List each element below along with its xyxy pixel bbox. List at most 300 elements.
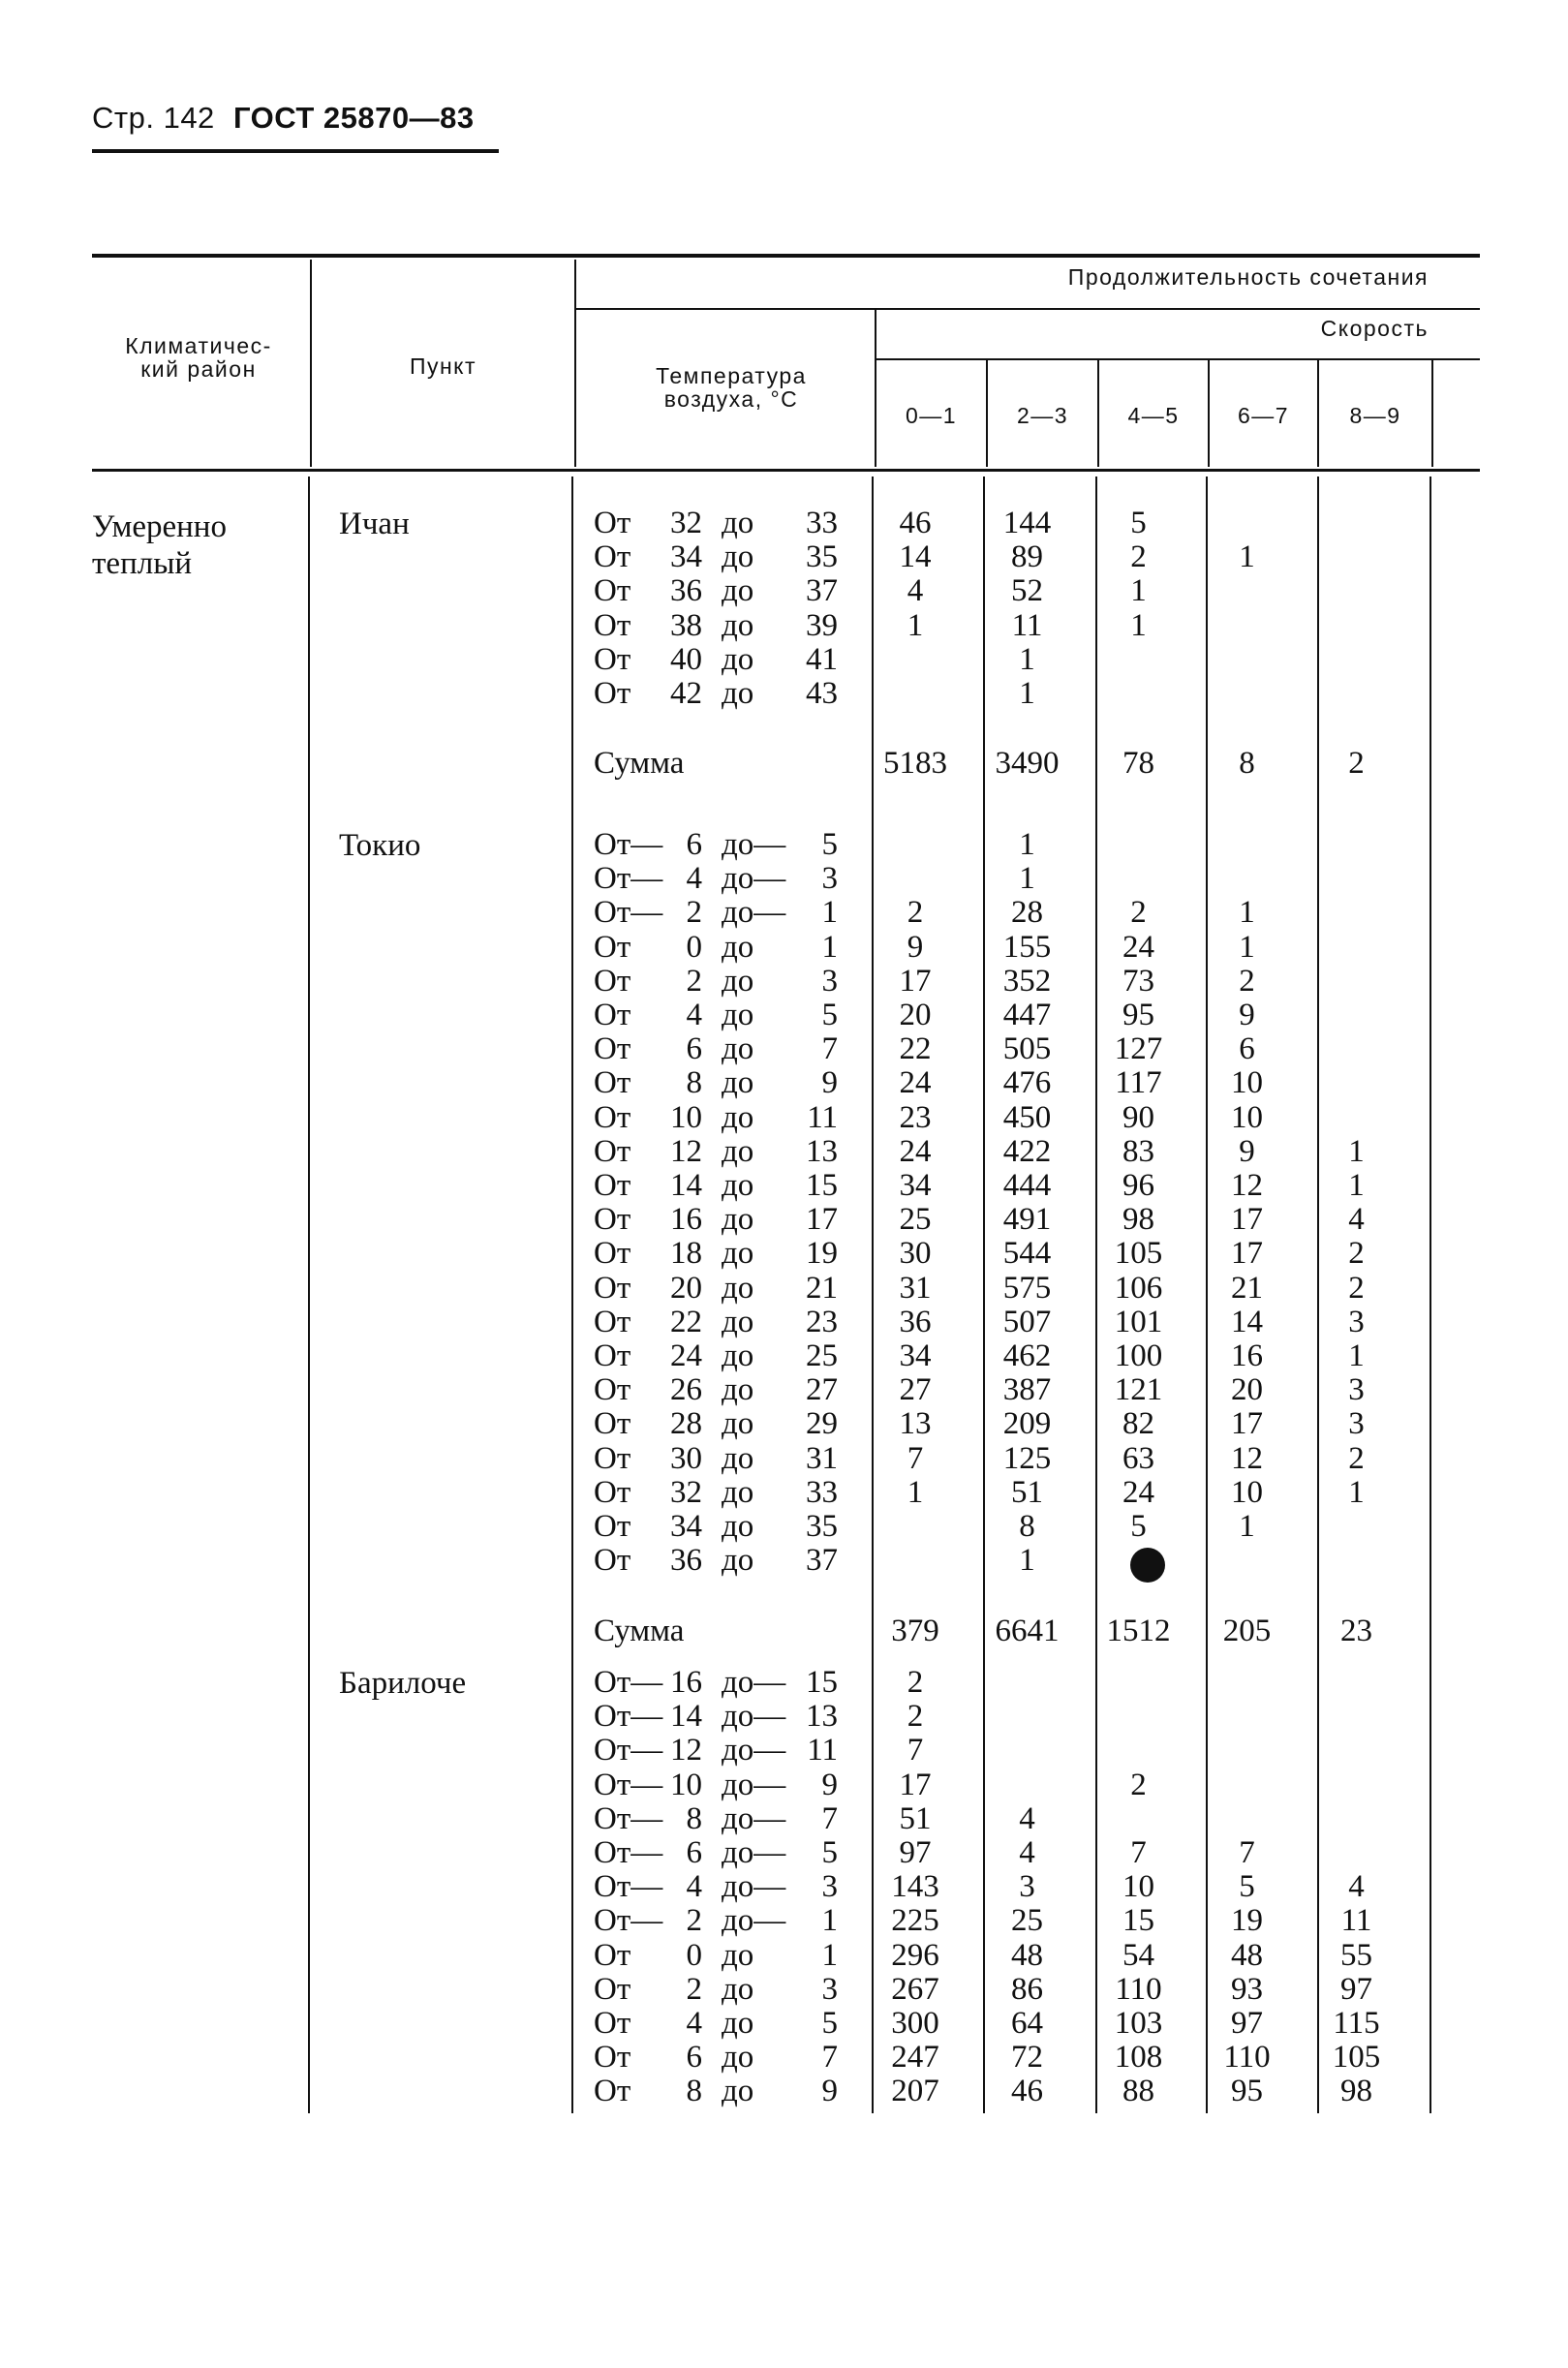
temp-from-value: 32 <box>670 506 702 540</box>
sum-cell: 5183 <box>883 746 947 782</box>
temp-from-value: 24 <box>670 1338 702 1373</box>
temp-from-label: От <box>594 1236 631 1272</box>
duration-cell: 30 <box>899 1236 932 1272</box>
temp-to-label: до <box>722 539 754 575</box>
temp-from-label: От <box>594 1474 631 1510</box>
temp-from-label: От <box>594 1168 631 1203</box>
duration-cell: 9 <box>907 929 924 965</box>
temp-from-value: 36 <box>670 1543 702 1579</box>
duration-cell: 64 <box>1011 2006 1043 2041</box>
duration-cell: 1 <box>1019 641 1035 677</box>
duration-cell: 25 <box>899 1202 932 1238</box>
duration-cell: 300 <box>891 2006 939 2041</box>
temp-from-label: От <box>594 1065 631 1101</box>
duration-cell: 73 <box>1122 963 1154 999</box>
table-row <box>92 1700 1480 1734</box>
duration-cell: 19 <box>1231 1903 1263 1939</box>
sum-cell: 23 <box>1340 1613 1372 1648</box>
temp-to-label: до— <box>722 1699 786 1735</box>
table-row <box>92 2075 1480 2108</box>
temp-from-label: От <box>594 998 631 1032</box>
temp-from-label: От <box>594 607 631 643</box>
duration-cell: 22 <box>899 1031 932 1067</box>
temp-from-label: От <box>594 539 631 575</box>
temp-from-label: От <box>594 1372 631 1408</box>
temp-from-value: 2 <box>686 963 702 999</box>
temp-from-label: От <box>594 963 631 999</box>
table-row <box>92 931 1480 965</box>
duration-cell: 48 <box>1011 1937 1043 1973</box>
duration-cell: 3 <box>1348 1372 1365 1408</box>
duration-cell: 352 <box>1002 963 1052 999</box>
duration-cell: 7 <box>907 1733 924 1768</box>
duration-cell: 98 <box>1122 1202 1154 1238</box>
temp-to-value: 31 <box>806 1440 838 1476</box>
duration-cell: 1 <box>1239 539 1255 575</box>
temp-to-label: до— <box>722 1800 786 1836</box>
temp-from-value: 34 <box>670 539 702 575</box>
duration-cell: 1 <box>1348 1168 1365 1203</box>
duration-cell: 155 <box>1002 929 1052 965</box>
temp-from-value: 8 <box>686 1065 702 1101</box>
duration-cell: 14 <box>1231 1304 1263 1339</box>
duration-cell: 7 <box>1130 1835 1147 1870</box>
temp-from-label: От <box>594 2006 631 2041</box>
duration-cell: 1 <box>1348 1133 1365 1169</box>
duration-cell: 121 <box>1114 1372 1163 1408</box>
temp-from-value: 28 <box>670 1406 702 1442</box>
table-row <box>92 2007 1480 2041</box>
duration-cell: 2 <box>1130 895 1147 931</box>
temp-from-value: 16 <box>670 1202 702 1238</box>
temp-to-value: 39 <box>806 607 838 643</box>
duration-cell: 105 <box>1332 2040 1381 2076</box>
duration-cell: 247 <box>891 2040 939 2076</box>
table-row <box>92 1939 1480 1973</box>
duration-cell: 1 <box>1130 573 1147 609</box>
temp-to-label: до— <box>722 827 786 862</box>
temp-from-label: От— <box>594 861 663 897</box>
temp-from-label: От <box>594 1509 631 1544</box>
table-row <box>92 1476 1480 1510</box>
temp-from-value: 14 <box>670 1168 702 1203</box>
table-row <box>92 1510 1480 1544</box>
duration-cell: 1 <box>1019 1543 1035 1579</box>
speed-col-2: 4—5 <box>1127 403 1180 428</box>
duration-cell: 24 <box>899 1133 932 1169</box>
duration-cell: 1 <box>1130 607 1147 643</box>
table-row <box>92 1169 1480 1203</box>
col-region-header: Климатичес- кий район <box>125 333 272 383</box>
page-label: Стр. <box>92 101 155 135</box>
duration-cell: 207 <box>891 2074 939 2109</box>
duration-cell: 7 <box>1239 1835 1255 1870</box>
duration-cell: 106 <box>1114 1270 1163 1306</box>
duration-cell: 1 <box>1019 827 1035 862</box>
duration-cell: 505 <box>1002 1031 1052 1067</box>
duration-cell: 51 <box>1011 1474 1043 1510</box>
table-row <box>92 2041 1480 2075</box>
duration-cell: 2 <box>1130 539 1147 575</box>
temp-to-label: до <box>722 1338 754 1373</box>
sum-cell: 2 <box>1348 746 1365 782</box>
temp-from-value: 2 <box>686 1971 702 2007</box>
temp-to-value: 1 <box>821 929 838 965</box>
temp-to-label: до <box>722 1971 754 2007</box>
duration-cell: 24 <box>1122 1474 1154 1510</box>
duration-cell: 100 <box>1114 1338 1163 1373</box>
temp-from-value: 6 <box>686 2040 702 2076</box>
temp-to-value: 17 <box>806 1202 838 1238</box>
duration-cell: 507 <box>1002 1304 1052 1339</box>
table-row <box>92 1101 1480 1135</box>
temp-from-value: 4 <box>686 2006 702 2041</box>
duration-cell: 52 <box>1011 573 1043 609</box>
temp-to-label: до <box>722 1937 754 1973</box>
temp-to-value: 9 <box>821 2074 838 2109</box>
duration-cell: 110 <box>1115 1971 1162 2007</box>
sum-row <box>92 747 1480 781</box>
temp-to-label: до— <box>722 1835 786 1870</box>
temp-to-value: 35 <box>806 539 838 575</box>
temp-from-value: 42 <box>670 676 702 711</box>
temp-from-label: От— <box>594 1733 663 1768</box>
duration-cell: 97 <box>899 1835 932 1870</box>
temp-to-value: 23 <box>806 1304 838 1339</box>
group-title: Продолжительность сочетания <box>1067 264 1429 290</box>
duration-cell: 88 <box>1122 2074 1154 2109</box>
table-row <box>92 1666 1480 1700</box>
temp-to-label: до <box>722 1065 754 1101</box>
table-row <box>92 828 1480 862</box>
temp-to-label: до <box>722 676 754 711</box>
temp-to-value: 37 <box>806 1543 838 1579</box>
duration-cell: 3 <box>1348 1304 1365 1339</box>
temp-to-label: до— <box>722 1903 786 1939</box>
duration-cell: 7 <box>907 1440 924 1476</box>
temp-to-value: 41 <box>806 641 838 677</box>
duration-cell: 2 <box>907 1699 924 1735</box>
temp-to-value: 43 <box>806 676 838 711</box>
duration-cell: 83 <box>1122 1133 1154 1169</box>
speed-col-0: 0—1 <box>905 403 958 428</box>
duration-cell: 17 <box>1231 1236 1263 1272</box>
temp-to-label: до <box>722 998 754 1032</box>
table-row <box>92 862 1480 896</box>
duration-cell: 93 <box>1231 1971 1263 2007</box>
duration-cell: 90 <box>1122 1099 1154 1135</box>
temp-to-value: 33 <box>806 1474 838 1510</box>
table-row <box>92 1407 1480 1441</box>
duration-cell: 31 <box>899 1270 932 1306</box>
temp-to-value: 3 <box>821 1869 838 1905</box>
duration-cell: 2 <box>1348 1236 1365 1272</box>
duration-cell: 95 <box>1231 2074 1263 2109</box>
duration-cell: 28 <box>1011 895 1043 931</box>
temp-from-value: 40 <box>670 641 702 677</box>
table-row <box>92 609 1480 643</box>
duration-cell: 9 <box>1239 1133 1255 1169</box>
table-row <box>92 1339 1480 1373</box>
table-row <box>92 1768 1480 1802</box>
duration-cell: 1 <box>907 1474 924 1510</box>
temp-from-label: От <box>594 1031 631 1067</box>
temp-to-label: до— <box>722 1733 786 1768</box>
table-row <box>92 677 1480 711</box>
temp-to-value: 5 <box>821 998 838 1032</box>
temp-from-label: От <box>594 2040 631 2076</box>
temp-to-value: 13 <box>806 1699 838 1735</box>
temp-to-label: до <box>722 2006 754 2041</box>
col-point-header: Пункт <box>409 354 477 379</box>
duration-cell: 4 <box>1348 1869 1365 1905</box>
duration-cell: 4 <box>907 573 924 609</box>
duration-cell: 96 <box>1122 1168 1154 1203</box>
duration-cell: 117 <box>1115 1065 1162 1101</box>
temp-from-value: 2 <box>686 895 702 931</box>
temp-to-label: до— <box>722 1665 786 1700</box>
temp-from-label: От <box>594 676 631 711</box>
duration-cell: 48 <box>1231 1937 1263 1973</box>
table-row <box>92 1836 1480 1870</box>
temp-from-value: 26 <box>670 1372 702 1408</box>
duration-cell: 23 <box>899 1099 932 1135</box>
temp-from-label: От <box>594 1270 631 1306</box>
duration-cell: 209 <box>1002 1406 1052 1442</box>
temp-to-value: 3 <box>821 861 838 897</box>
table-row <box>92 1734 1480 1768</box>
temp-from-label: От <box>594 506 631 540</box>
temp-to-label: до <box>722 573 754 609</box>
table-row <box>92 507 1480 540</box>
duration-cell: 8 <box>1019 1509 1035 1544</box>
table-row <box>92 1973 1480 2007</box>
table-row <box>92 1904 1480 1938</box>
temp-to-label: до <box>722 1543 754 1579</box>
temp-from-label: От— <box>594 1699 663 1735</box>
page-number: 142 <box>163 101 215 135</box>
duration-cell: 3 <box>1019 1869 1035 1905</box>
duration-cell: 544 <box>1002 1236 1052 1272</box>
duration-cell: 10 <box>1231 1065 1263 1101</box>
duration-cell: 95 <box>1122 998 1154 1032</box>
duration-cell: 5 <box>1239 1869 1255 1905</box>
temp-to-label: до <box>722 1236 754 1272</box>
temp-to-value: 5 <box>821 1835 838 1870</box>
temp-to-value: 1 <box>821 895 838 931</box>
temp-to-value: 35 <box>806 1509 838 1544</box>
temp-from-value: 32 <box>670 1474 702 1510</box>
duration-cell: 98 <box>1340 2074 1372 2109</box>
temp-from-label: От <box>594 1099 631 1135</box>
table-row <box>92 643 1480 677</box>
temp-from-label: От <box>594 573 631 609</box>
duration-cell: 444 <box>1002 1168 1052 1203</box>
duration-cell: 24 <box>899 1065 932 1101</box>
duration-cell: 86 <box>1011 1971 1043 2007</box>
duration-cell: 491 <box>1002 1202 1052 1238</box>
temp-to-label: до <box>722 2040 754 2076</box>
table-body <box>92 0 1480 2368</box>
duration-cell: 4 <box>1019 1835 1035 1870</box>
temp-to-value: 7 <box>821 2040 838 2076</box>
table-row <box>92 1802 1480 1836</box>
temp-from-value: 10 <box>670 1767 702 1802</box>
duration-cell: 5 <box>1130 506 1147 540</box>
temp-from-label: От <box>594 929 631 965</box>
temp-from-label: От— <box>594 1665 663 1700</box>
duration-cell: 2 <box>907 895 924 931</box>
duration-cell: 108 <box>1114 2040 1163 2076</box>
duration-cell: 2 <box>1348 1270 1365 1306</box>
duration-cell: 14 <box>899 539 932 575</box>
duration-cell: 2 <box>1348 1440 1365 1476</box>
temp-from-label: От <box>594 641 631 677</box>
duration-cell: 103 <box>1114 2006 1163 2041</box>
temp-from-label: От— <box>594 1869 663 1905</box>
temp-from-label: От <box>594 1937 631 1973</box>
duration-cell: 51 <box>899 1800 932 1836</box>
temp-to-label: до <box>722 2074 754 2109</box>
duration-cell: 387 <box>1002 1372 1052 1408</box>
sum-cell: 78 <box>1122 746 1154 782</box>
temp-from-label: От— <box>594 1903 663 1939</box>
duration-cell: 82 <box>1122 1406 1154 1442</box>
city-name: Ичан <box>339 507 410 541</box>
duration-cell: 447 <box>1002 998 1052 1032</box>
temp-to-value: 11 <box>807 1099 838 1135</box>
temp-to-label: до <box>722 506 754 540</box>
sum-cell: 379 <box>891 1613 939 1648</box>
duration-cell: 17 <box>1231 1202 1263 1238</box>
temp-to-label: до <box>722 1509 754 1544</box>
temp-from-label: От— <box>594 827 663 862</box>
duration-cell: 34 <box>899 1338 932 1373</box>
print-blot <box>1130 1548 1165 1583</box>
temp-from-label: От— <box>594 1835 663 1870</box>
duration-cell: 11 <box>1011 607 1043 643</box>
temp-from-value: 12 <box>670 1733 702 1768</box>
temp-from-label: От <box>594 1406 631 1442</box>
duration-cell: 10 <box>1231 1099 1263 1135</box>
temp-from-value: 36 <box>670 573 702 609</box>
col-temp-header: Температура воздуха, °С <box>656 363 807 413</box>
table-row <box>92 1066 1480 1100</box>
duration-cell: 10 <box>1122 1869 1154 1905</box>
duration-cell: 17 <box>899 963 932 999</box>
temp-from-value: 18 <box>670 1236 702 1272</box>
duration-cell: 267 <box>891 1971 939 2007</box>
duration-cell: 144 <box>1002 506 1052 540</box>
temp-to-value: 27 <box>806 1372 838 1408</box>
temp-from-value: 4 <box>686 998 702 1032</box>
temp-to-label: до <box>722 1099 754 1135</box>
temp-to-label: до— <box>722 895 786 931</box>
temp-to-label: до— <box>722 1767 786 1802</box>
temp-to-label: до <box>722 1372 754 1408</box>
duration-cell: 225 <box>891 1903 939 1939</box>
duration-cell: 1 <box>1019 676 1035 711</box>
temp-to-label: до <box>722 1440 754 1476</box>
temp-to-value: 15 <box>806 1168 838 1203</box>
duration-cell: 20 <box>899 998 932 1032</box>
duration-cell: 6 <box>1239 1031 1255 1067</box>
table-row <box>92 1306 1480 1339</box>
duration-cell: 2 <box>1130 1767 1147 1802</box>
temp-from-value: 8 <box>686 1800 702 1836</box>
table-row <box>92 1237 1480 1271</box>
duration-cell: 34 <box>899 1168 932 1203</box>
temp-to-value: 5 <box>821 2006 838 2041</box>
duration-cell: 422 <box>1002 1133 1052 1169</box>
duration-cell: 36 <box>899 1304 932 1339</box>
duration-cell: 101 <box>1114 1304 1163 1339</box>
duration-cell: 46 <box>1011 2074 1043 2109</box>
duration-cell: 1 <box>907 607 924 643</box>
temp-from-label: От <box>594 1133 631 1169</box>
temp-from-value: 8 <box>686 2074 702 2109</box>
duration-cell: 105 <box>1114 1236 1163 1272</box>
table-row <box>92 1373 1480 1407</box>
temp-from-label: От— <box>594 1767 663 1802</box>
temp-to-value: 29 <box>806 1406 838 1442</box>
duration-cell: 89 <box>1011 539 1043 575</box>
duration-cell: 17 <box>1231 1406 1263 1442</box>
duration-cell: 16 <box>1231 1338 1263 1373</box>
temp-to-value: 3 <box>821 1971 838 2007</box>
duration-cell: 97 <box>1231 2006 1263 2041</box>
duration-cell: 9 <box>1239 998 1255 1032</box>
table-row <box>92 999 1480 1032</box>
sum-cell: 205 <box>1222 1613 1272 1648</box>
duration-cell: 462 <box>1002 1338 1052 1373</box>
duration-cell: 12 <box>1231 1168 1263 1203</box>
duration-cell: 20 <box>1231 1372 1263 1408</box>
sum-label: Сумма <box>594 1613 685 1648</box>
temp-from-value: 16 <box>670 1665 702 1700</box>
temp-from-value: 20 <box>670 1270 702 1306</box>
sum-cell: 8 <box>1239 746 1255 782</box>
duration-cell: 21 <box>1231 1270 1263 1306</box>
table-row <box>92 1870 1480 1904</box>
duration-cell: 575 <box>1002 1270 1052 1306</box>
temp-to-value: 21 <box>806 1270 838 1306</box>
table-row <box>92 574 1480 608</box>
duration-cell: 5 <box>1130 1509 1147 1544</box>
duration-cell: 10 <box>1231 1474 1263 1510</box>
temp-from-label: От <box>594 1338 631 1373</box>
temp-to-value: 37 <box>806 573 838 609</box>
duration-cell: 143 <box>891 1869 939 1905</box>
temp-to-value: 3 <box>821 963 838 999</box>
speed-title: Скорость <box>1320 316 1429 341</box>
duration-cell: 115 <box>1333 2006 1380 2041</box>
duration-cell: 110 <box>1223 2040 1271 2076</box>
speed-col-1: 2—3 <box>1016 403 1069 428</box>
duration-cell: 27 <box>899 1372 932 1408</box>
duration-cell: 127 <box>1114 1031 1163 1067</box>
duration-cell: 11 <box>1340 1903 1372 1939</box>
duration-cell: 15 <box>1122 1903 1154 1939</box>
temp-from-value: 22 <box>670 1304 702 1339</box>
temp-to-value: 5 <box>821 827 838 862</box>
duration-cell: 2 <box>907 1665 924 1700</box>
temp-from-value: 12 <box>670 1133 702 1169</box>
table-row <box>92 1272 1480 1306</box>
duration-cell: 125 <box>1002 1440 1052 1476</box>
table-row <box>92 896 1480 930</box>
duration-cell: 63 <box>1122 1440 1154 1476</box>
